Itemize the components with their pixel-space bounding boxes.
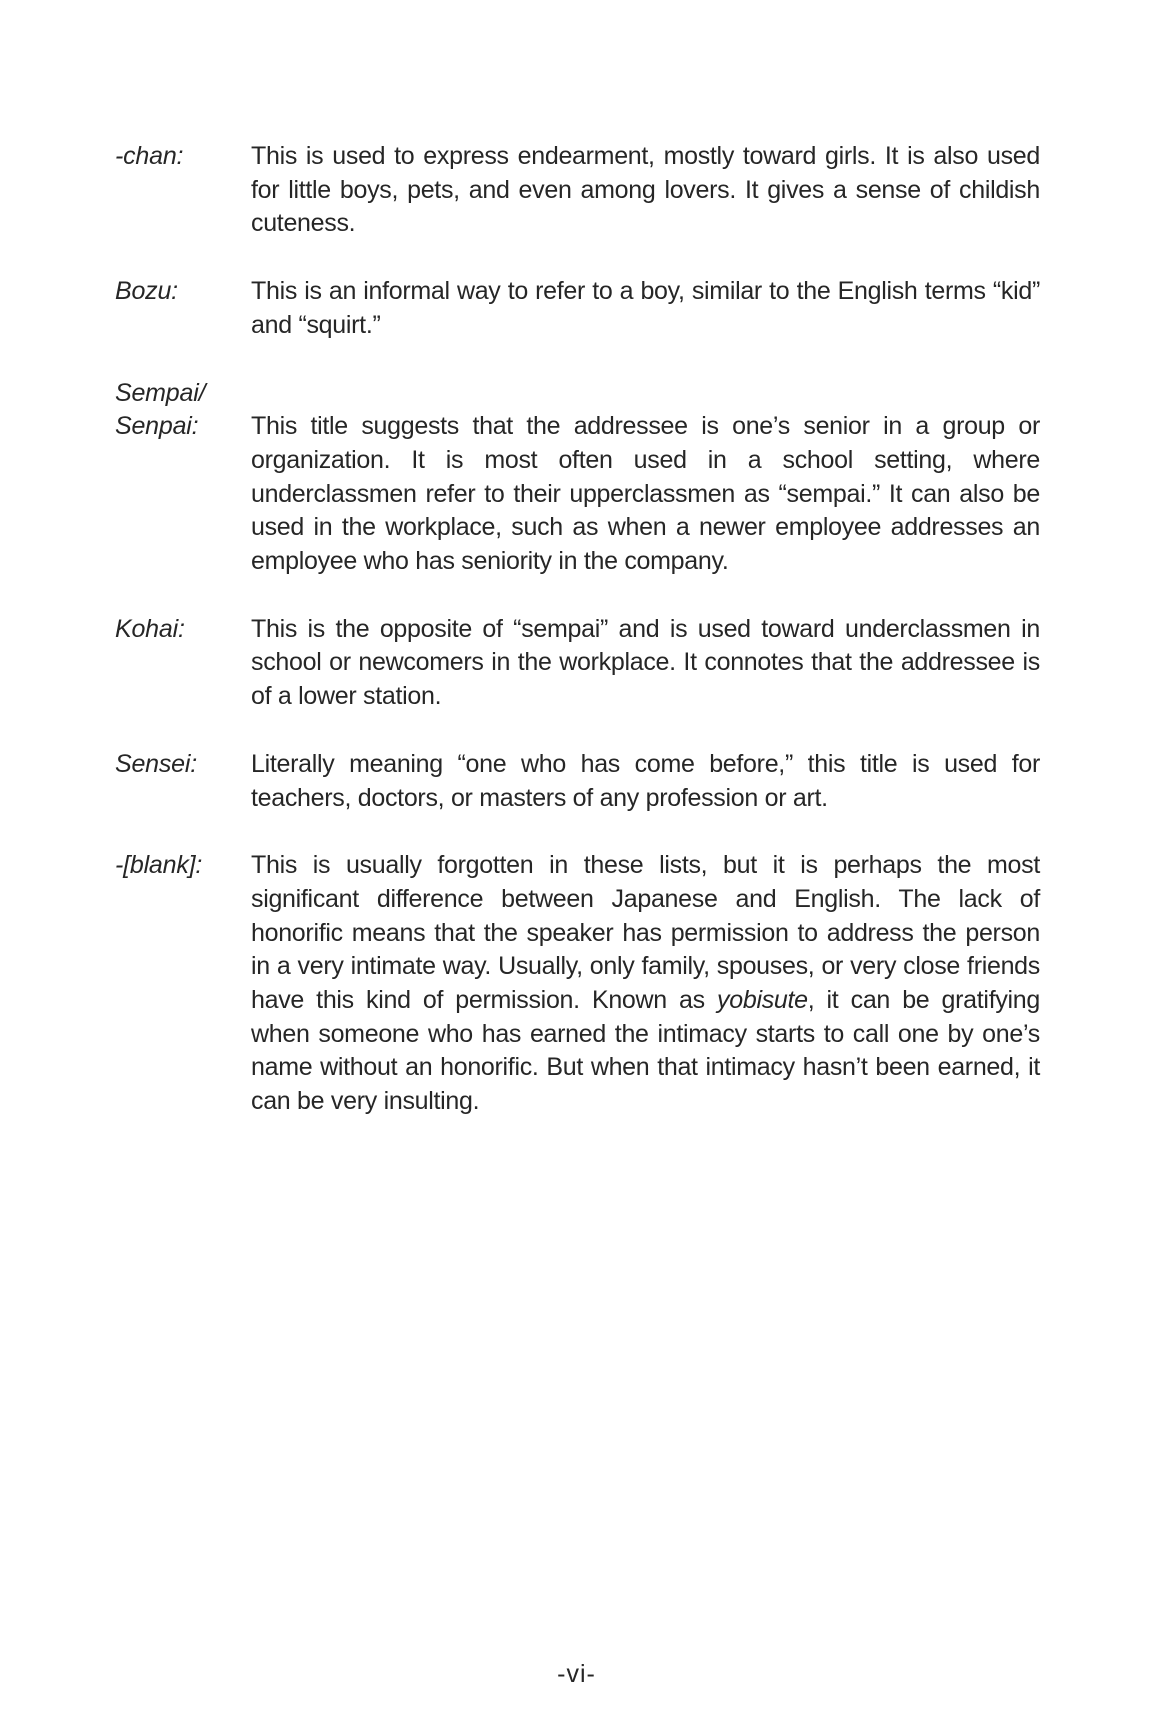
glossary-entry-sensei: [115, 748, 1040, 815]
definition-text-part-2: , it can be gratifying when someone who has earned the intimacy starts to call one by one’s name without an honorific. But when that intimacy hasn’t been earned, it can be very insulting.: [251, 986, 1040, 1116]
term-label-line-1: Sempai/: [115, 378, 206, 407]
definition-italic-term: yobisute: [717, 986, 808, 1015]
term-label-line-2: Senpai:: [115, 412, 199, 441]
term-label: Sensei:: [115, 749, 197, 778]
term-definition: This is an informal way to refer to a boy, similar to the English terms “kid” and “squirt.”: [251, 277, 1040, 339]
term-definition: Literally meaning “one who has come before,” this title is used for teachers, doctors, or masters of any profession or art.: [251, 749, 1040, 812]
glossary-entry-chan: [115, 140, 1040, 241]
term-definition: This title suggests that the addressee is one’s senior in a group or organization. It is most often used in a school setting, where underclassmen refer to their upperclassmen as “sempai.” It can also be used in the workplace, such as when a newer employee addresses an employee who has seniority in the company.: [251, 412, 1040, 576]
term-label: -chan:: [115, 142, 184, 170]
term-definition: This is the opposite of “sempai” and is used toward underclassmen in school or newcomers in the workplace. It connotes that the addressee is of a lower station.: [251, 614, 1040, 711]
term-label: Bozu:: [115, 277, 178, 306]
glossary-page: [115, 140, 1040, 1153]
page-number: -vi-: [557, 1660, 596, 1688]
glossary-entry-bozu: [115, 275, 1040, 342]
definition-text-part-1: This is usually forgotten in these lists, but it is perhaps the most significant difference between Japanese and English. The lack of honorific means that the speaker has permission to address the person in a very intimate way. Usually, only family, spouses, or very close friends have this kind of permission. Known as: [251, 851, 1040, 1015]
glossary-entry-blank: [115, 849, 1040, 1119]
term-definition: [251, 849, 1040, 1119]
term-label: Kohai:: [115, 614, 185, 643]
glossary-entry-kohai: [115, 613, 1040, 714]
term-label: [115, 377, 251, 444]
term-definition: This is used to express endearment, mostly toward girls. It is also used for little boys, pets, and even among lovers. It gives a sense of childish cuteness.: [251, 142, 1040, 238]
glossary-entry-sempai: [115, 377, 1040, 579]
term-label: -[blank]:: [115, 851, 203, 880]
